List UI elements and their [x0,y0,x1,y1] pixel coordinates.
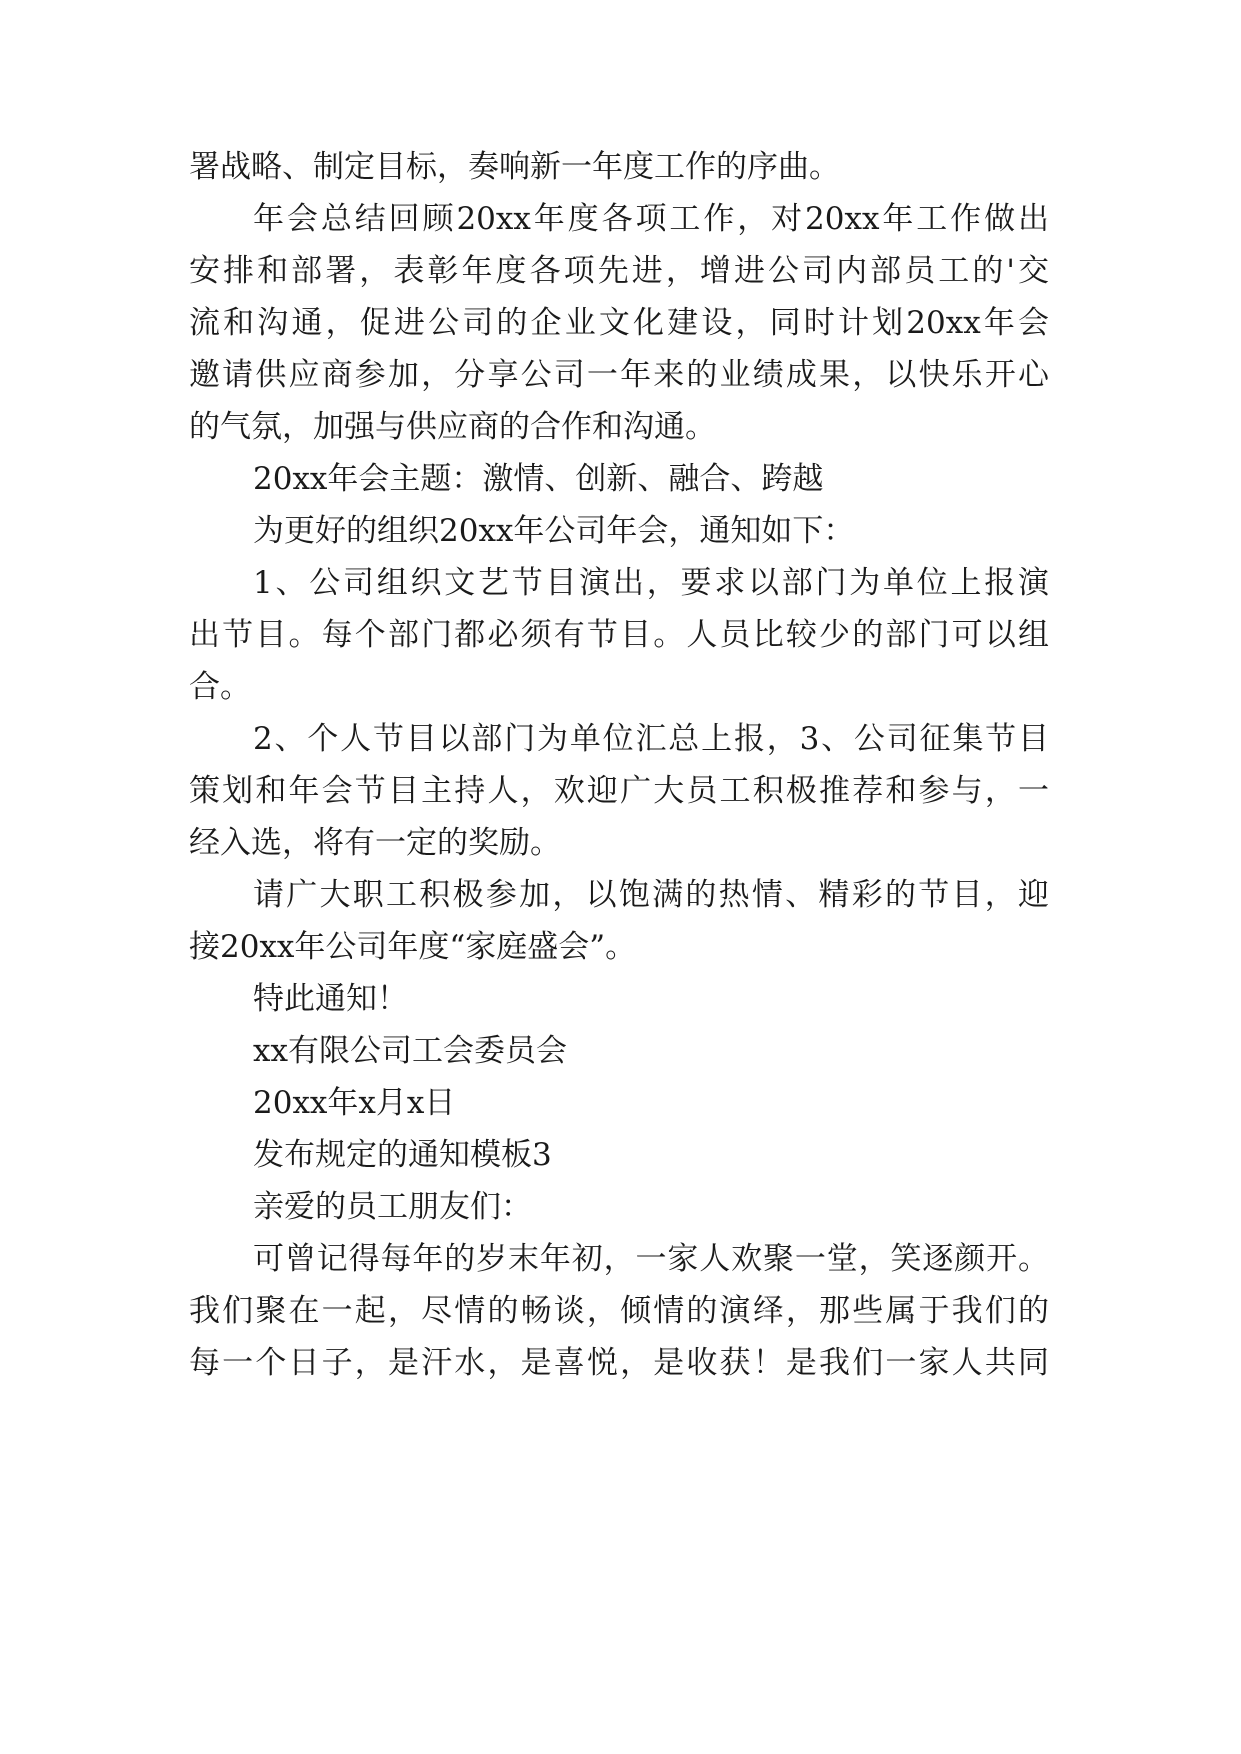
text-line: 安排和部署，表彰年度各项先进，增进公司内部员工的'交 [189,253,1049,289]
text-line: 流和沟通，促进公司的企业文化建设，同时计划20xx年会 [189,305,1049,341]
text-line: 请广大职工积极参加，以饱满的热情、精彩的节目，迎 [253,877,1049,913]
text-line: 20xx年会主题：激情、创新、融合、跨越 [253,461,824,497]
text-line: 为更好的组织20xx年公司年会，通知如下： [253,513,855,549]
text-line: 特此通知！ [253,981,408,1017]
text-line: 署战略、制定目标，奏响新一年度工作的序曲。 [189,149,840,185]
text-line: 20xx年x月x日 [253,1085,456,1121]
text-line: 2、个人节目以部门为单位汇总上报，3、公司征集节目 [253,721,1049,757]
text-line: 发布规定的通知模板3 [253,1137,552,1173]
text-line: xx有限公司工会委员会 [253,1033,567,1069]
text-line: 邀请供应商参加，分享公司一年来的业绩成果，以快乐开心 [189,357,1049,393]
text-line: 亲爱的员工朋友们： [253,1189,532,1225]
text-line: 合。 [189,669,251,705]
text-line: 接20xx年公司年度“家庭盛会”。 [189,929,637,965]
text-line: 1、公司组织文艺节目演出，要求以部门为单位上报演 [253,565,1049,601]
text-line: 策划和年会节目主持人，欢迎广大员工积极推荐和参与，一 [189,773,1049,809]
text-line: 可曾记得每年的岁末年初，一家人欢聚一堂，笑逐颜开。 [253,1241,1049,1277]
text-line: 每一个日子，是汗水，是喜悦，是收获！是我们一家人共同 [189,1345,1049,1381]
text-line: 的气氛，加强与供应商的合作和沟通。 [189,409,716,445]
text-line: 我们聚在一起，尽情的畅谈，倾情的演绎，那些属于我们的 [189,1293,1049,1329]
text-line: 年会总结回顾20xx年度各项工作，对20xx年工作做出 [253,201,1049,237]
text-line: 经入选，将有一定的奖励。 [189,825,561,861]
text-line: 出节目。每个部门都必须有节目。人员比较少的部门可以组 [189,617,1049,653]
